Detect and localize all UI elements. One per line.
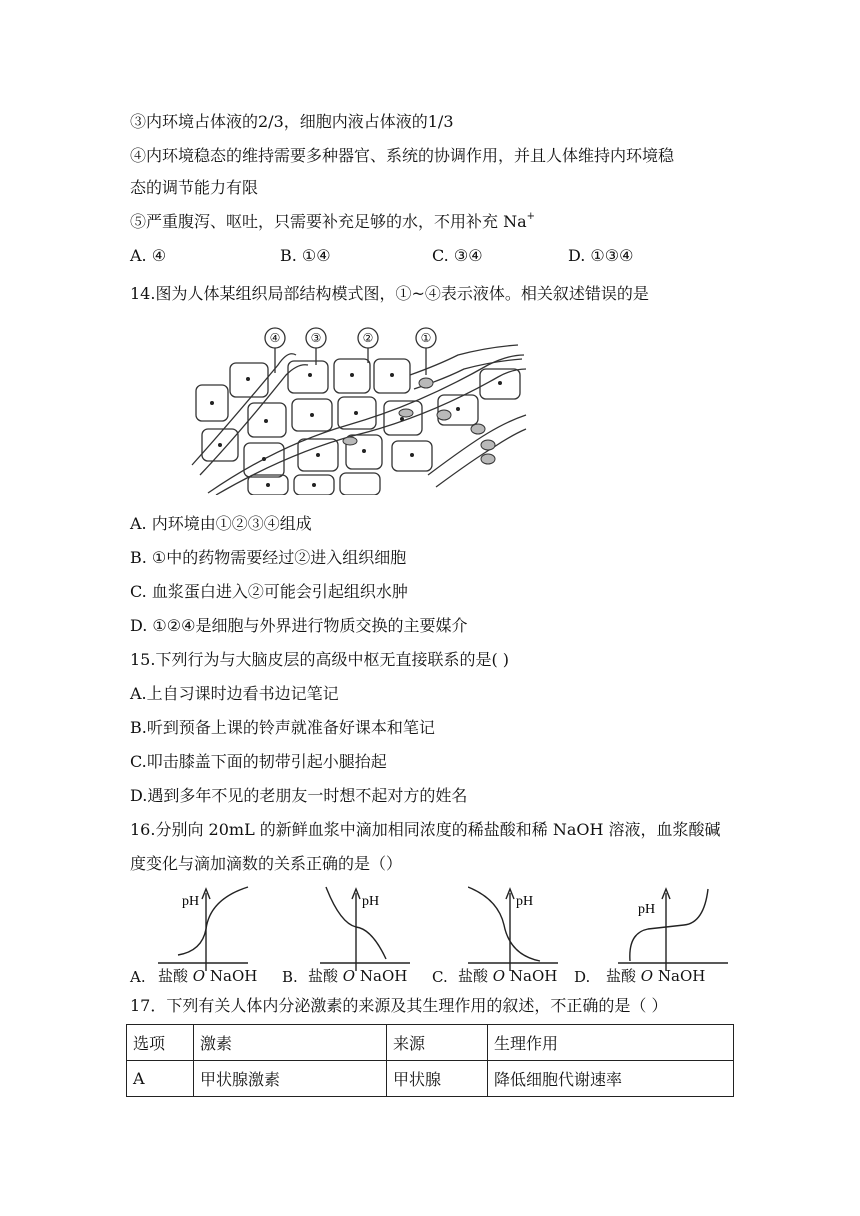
svg-text:pH: pH: [516, 894, 534, 909]
fig-label-3: ③: [310, 331, 322, 345]
q13-option-c: C. ③④: [432, 246, 483, 265]
q15-option-b: B.听到预备上课的铃声就准备好课本和笔记: [130, 718, 435, 737]
table-row: [127, 1061, 734, 1097]
q13-option-a: A. ④: [130, 246, 167, 265]
table-cell: 降低细胞代谢速率: [488, 1061, 734, 1097]
q16-letter-a: A.: [130, 968, 146, 986]
fig-label-2: ②: [362, 331, 374, 345]
statement-4-line1: ④内环境稳态的维持需要多种器官、系统的协调作用，并且人体维持内环境稳: [130, 146, 675, 165]
q17-stem: 17．下列有关人体内分泌激素的来源及其生理作用的叙述，不正确的是（ ）: [130, 996, 668, 1015]
q17-table: [126, 1024, 734, 1097]
table-cell: A: [127, 1061, 194, 1097]
q16-axis-b: 盐酸 O NaOH: [308, 967, 408, 985]
q16-letter-b: B.: [282, 968, 298, 986]
q16-letter-d: D.: [574, 968, 591, 986]
table-cell: 甲状腺: [387, 1061, 488, 1097]
q15-option-a: A.上自习课时边看书边记笔记: [130, 684, 339, 703]
q14-option-a: A. 内环境由①②③④组成: [130, 514, 312, 533]
statement-5: ⑤严重腹泻、呕吐，只需要补充足够的水，不用补充 Na+: [130, 211, 536, 231]
svg-text:pH: pH: [182, 894, 200, 909]
q16-letter-c: C.: [432, 968, 448, 986]
q14-option-b: B. ①中的药物需要经过②进入组织细胞: [130, 548, 407, 567]
q14-stem: 14.图为人体某组织局部结构模式图，①~④表示液体。相关叙述错误的是: [130, 284, 649, 303]
q14-option-c: C. 血浆蛋白进入②可能会引起组织水肿: [130, 582, 408, 601]
statement-3: ③内环境占体液的2/3，细胞内液占体液的1/3: [130, 112, 454, 131]
table-header: 生理作用: [488, 1025, 734, 1061]
q16-axis-d: 盐酸 O NaOH: [606, 967, 706, 985]
table-header: 激素: [194, 1025, 387, 1061]
table-header: 选项: [127, 1025, 194, 1061]
fig-label-1: ①: [420, 331, 432, 345]
fig-label-4: ④: [269, 331, 281, 345]
table-header: 来源: [387, 1025, 488, 1061]
q15-stem: 15.下列行为与大脑皮层的高级中枢无直接联系的是( ): [130, 650, 510, 669]
statement-4-line2: 态的调节能力有限: [130, 178, 259, 197]
table-cell: 甲状腺激素: [194, 1061, 387, 1097]
q15-option-c: C.叩击膝盖下面的韧带引起小腿抬起: [130, 752, 387, 771]
table-header-row: [127, 1025, 734, 1061]
q16-stem-line2: 度变化与滴加滴数的关系正确的是（）: [130, 854, 403, 873]
svg-text:pH: pH: [362, 894, 380, 909]
q14-option-d: D. ①②④是细胞与外界进行物质交换的主要媒介: [130, 616, 468, 635]
svg-text:pH: pH: [638, 902, 656, 917]
q13-option-d: D. ①③④: [568, 246, 634, 265]
q13-option-b: B. ①④: [280, 246, 331, 265]
q15-option-d: D.遇到多年不见的老朋友一时想不起对方的姓名: [130, 786, 468, 805]
q16-axis-c: 盐酸 O NaOH: [458, 967, 558, 985]
q16-stem-line1: 16.分别向 20mL 的新鲜血浆中滴加相同浓度的稀盐酸和稀 NaOH 溶液，血浆酸碱: [130, 820, 721, 839]
tissue-structure-figure: [188, 325, 528, 495]
q16-axis-a: 盐酸 O NaOH: [158, 967, 258, 985]
